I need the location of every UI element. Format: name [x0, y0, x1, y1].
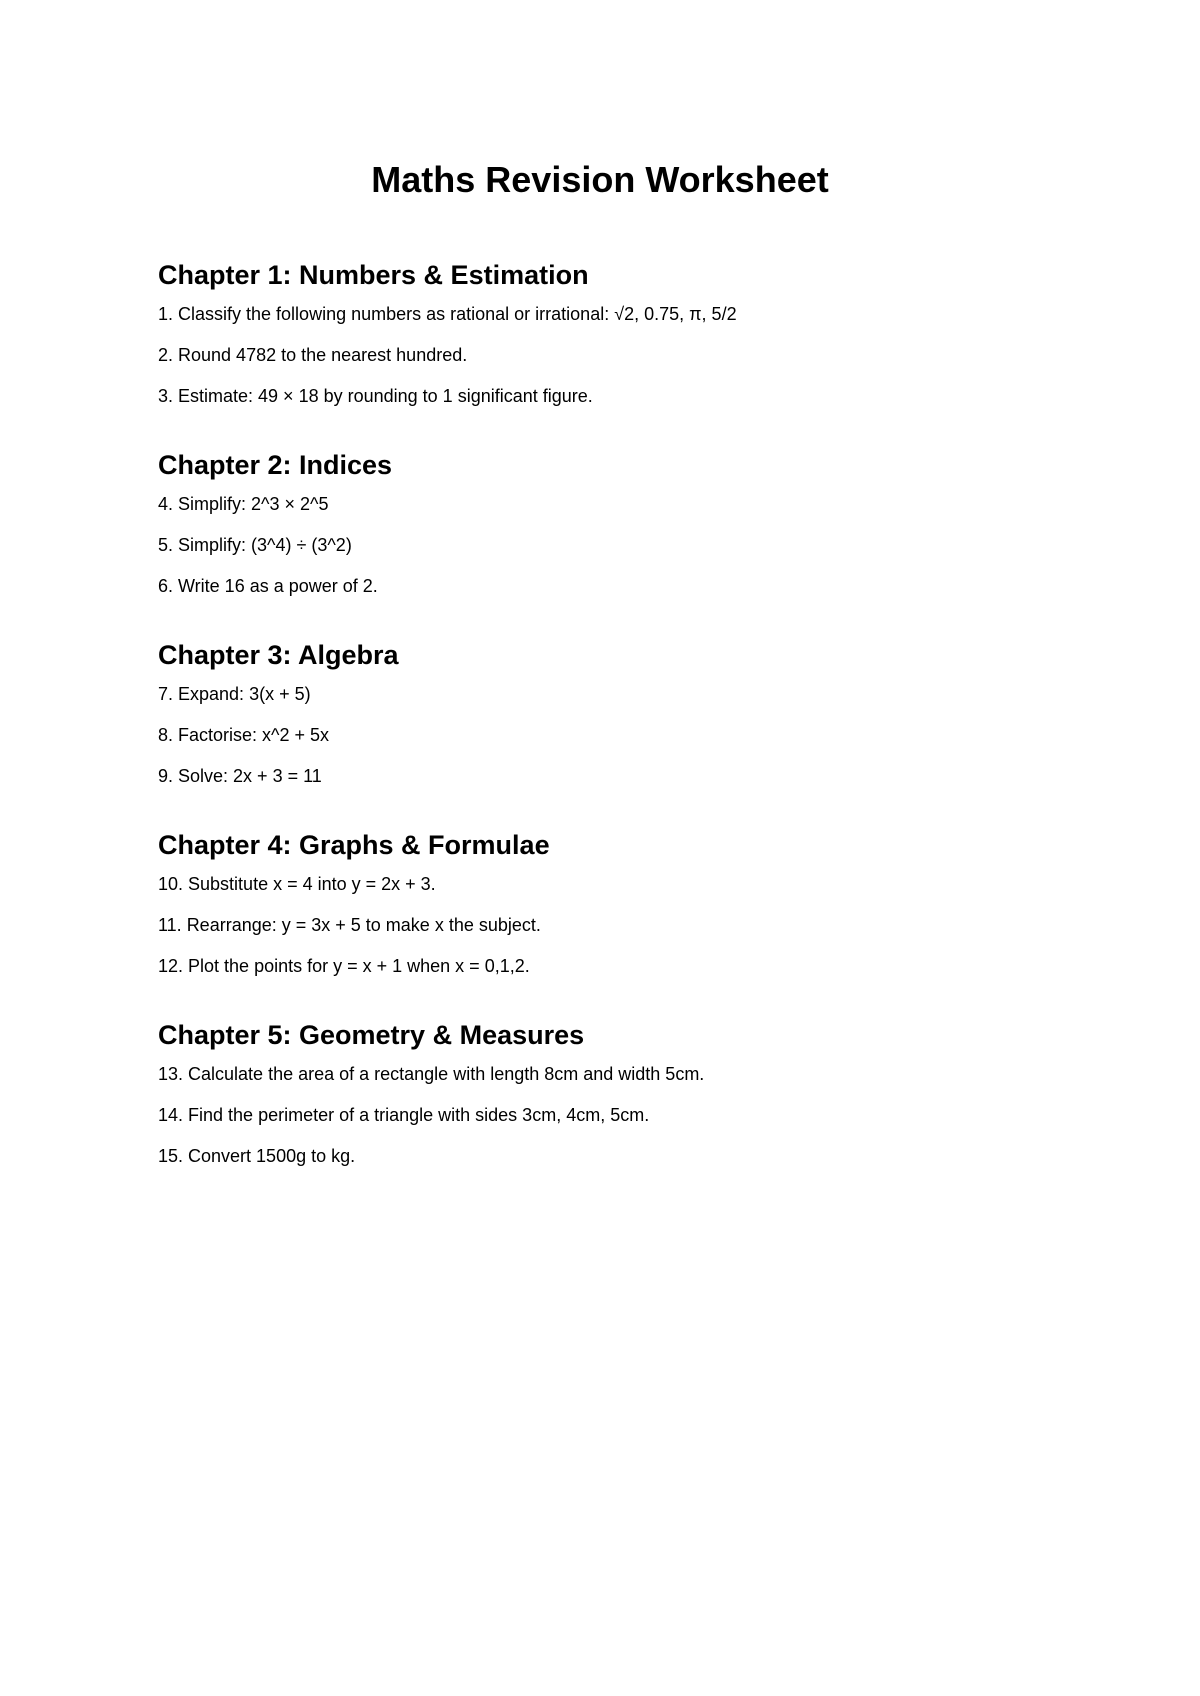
question-item: 11. Rearrange: y = 3x + 5 to make x the subject. [158, 915, 541, 935]
question-item: 4. Simplify: 2^3 × 2^5 [158, 494, 329, 514]
question-item: 8. Factorise: x^2 + 5x [158, 725, 330, 745]
page-title: Maths Revision Worksheet [371, 159, 829, 200]
question-item: 12. Plot the points for y = x + 1 when x = 0,1,2. [158, 956, 530, 976]
question-list [158, 493, 1058, 597]
question-item: 6. Write 16 as a power of 2. [158, 576, 378, 596]
question-item: 9. Solve: 2x + 3 = 11 [158, 766, 322, 786]
question-list [158, 683, 1058, 787]
chapter-heading: Chapter 2: Indices [158, 450, 393, 480]
question-list [158, 873, 1058, 977]
question-item: 3. Estimate: 49 × 18 by rounding to 1 significant figure. [158, 386, 593, 406]
chapter-heading: Chapter 5: Geometry & Measures [158, 1020, 585, 1050]
question-item: 10. Substitute x = 4 into y = 2x + 3. [158, 874, 436, 894]
chapter-heading: Chapter 3: Algebra [158, 640, 399, 670]
question-list [158, 303, 1058, 407]
chapter-heading: Chapter 4: Graphs & Formulae [158, 830, 550, 860]
chapter-section-4 [158, 828, 1058, 977]
question-item: 5. Simplify: (3^4) ÷ (3^2) [158, 535, 352, 555]
chapter-section-1 [158, 258, 1058, 407]
question-item: 15. Convert 1500g to kg. [158, 1146, 356, 1166]
question-item: 14. Find the perimeter of a triangle with sides 3cm, 4cm, 5cm. [158, 1105, 650, 1125]
worksheet-content [158, 258, 1058, 1208]
question-item: 1. Classify the following numbers as rational or irrational: √2, 0.75, π, 5/2 [158, 304, 737, 324]
question-list [158, 1063, 1058, 1167]
chapter-section-3 [158, 638, 1058, 787]
chapter-heading: Chapter 1: Numbers & Estimation [158, 260, 589, 290]
question-item: 2. Round 4782 to the nearest hundred. [158, 345, 468, 365]
chapter-section-5 [158, 1018, 1058, 1167]
chapter-section-2 [158, 448, 1058, 597]
question-item: 13. Calculate the area of a rectangle with length 8cm and width 5cm. [158, 1064, 705, 1084]
question-item: 7. Expand: 3(x + 5) [158, 684, 311, 704]
